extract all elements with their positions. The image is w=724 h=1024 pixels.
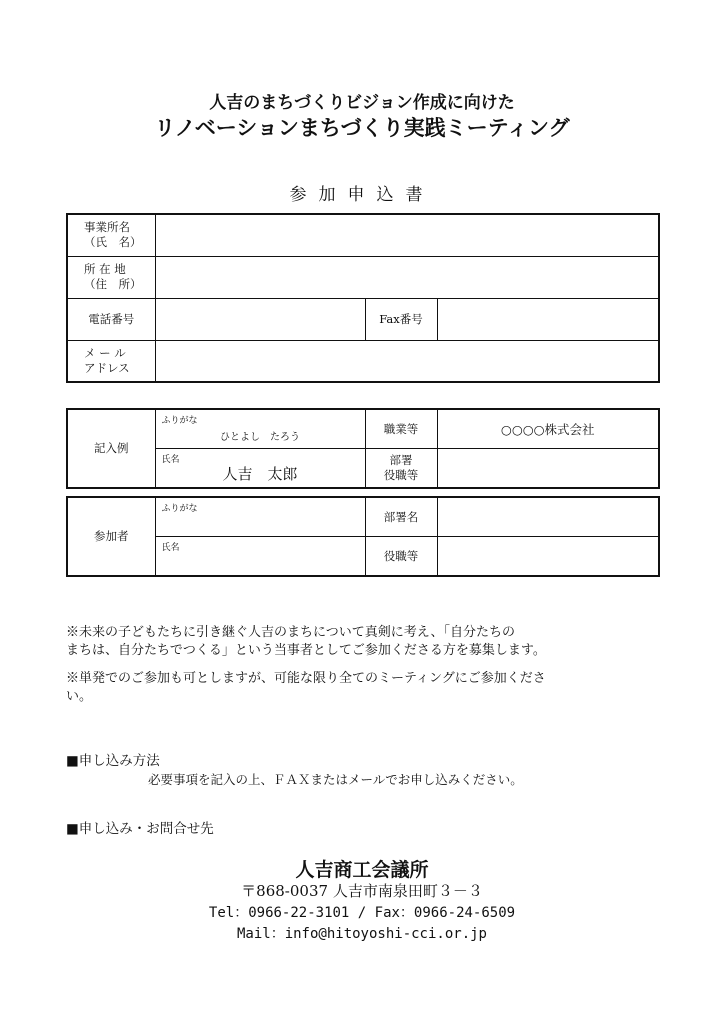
title-line-1: 人吉のまちづくりビジョン作成に向けた xyxy=(209,93,515,113)
example-name-cell xyxy=(155,449,365,489)
method-text: 必要事項を記入の上、ＦＡＸまたはメールでお申し込みください。 xyxy=(148,772,523,787)
example-furigana-value: ひとよし たろう xyxy=(220,432,300,443)
example-name-label: 氏名 xyxy=(161,455,180,465)
example-furigana-cell xyxy=(155,409,365,449)
participant-furigana-field[interactable] xyxy=(155,497,365,537)
participant-furigana-label: ふりがな xyxy=(161,504,198,514)
phone-label: 電話番号 xyxy=(67,298,155,340)
note-recruitment: ※未来の子どもたちに引き継ぐ人吉のまちについて真剣に考え、「自分たちの まちは、自分たちでつくる」という当事者としてご参加くださる方を募集します。 xyxy=(66,625,546,658)
phone-field[interactable] xyxy=(155,298,365,340)
contact-heading: ■申し込み・お問合せ先 xyxy=(66,821,214,837)
organization-tel-fax: Tel：0966-22-3101 / Fax：0966-24-6509 xyxy=(208,905,516,921)
form-title: 参加申込書 xyxy=(289,185,435,205)
email-field[interactable] xyxy=(155,340,659,382)
method-heading: ■申し込み方法 xyxy=(66,753,160,769)
example-occupation-label: 職業等 xyxy=(365,409,437,449)
address-label: 所 在 地 （住 所） xyxy=(67,256,155,298)
example-dept-label: 部署 役職等 xyxy=(365,449,437,489)
example-occupation-value: ○○○○株式会社 xyxy=(437,409,659,449)
participant-name-field[interactable] xyxy=(155,537,365,577)
example-table xyxy=(66,408,660,489)
organization-address: 〒868-0037 人吉市南泉田町３－３ xyxy=(241,882,483,900)
participant-name-label: 氏名 xyxy=(161,543,180,553)
title-line-2: リノベーションまちづくり実践ミーティング xyxy=(154,116,570,140)
fax-field[interactable] xyxy=(437,298,659,340)
organization-mail: Mail：info@hitoyoshi-cci.or.jp xyxy=(236,926,487,942)
note-single-participation: ※単発でのご参加も可としますが、可能な限り全てのミーティングにご参加くださ い。 xyxy=(66,671,546,704)
participant-dept-label: 部署名 xyxy=(365,497,437,537)
office-name-label: 事業所名 （氏 名） xyxy=(67,214,155,256)
participant-table xyxy=(66,496,660,577)
organization-name: 人吉商工会議所 xyxy=(295,859,429,881)
participant-dept-field[interactable] xyxy=(437,497,659,537)
office-name-field[interactable] xyxy=(155,214,659,256)
email-label: メ ー ル アドレス xyxy=(67,340,155,382)
participant-position-label: 役職等 xyxy=(365,537,437,577)
fax-label: Fax番号 xyxy=(365,298,437,340)
example-name-value: 人吉 太郎 xyxy=(222,465,298,483)
participant-position-field[interactable] xyxy=(437,537,659,577)
participant-section-label: 参加者 xyxy=(67,497,155,576)
example-furigana-label: ふりがな xyxy=(161,416,198,426)
contact-table xyxy=(66,213,660,383)
example-section-label: 記入例 xyxy=(67,409,155,488)
example-dept-value xyxy=(437,449,659,489)
address-field[interactable] xyxy=(155,256,659,298)
